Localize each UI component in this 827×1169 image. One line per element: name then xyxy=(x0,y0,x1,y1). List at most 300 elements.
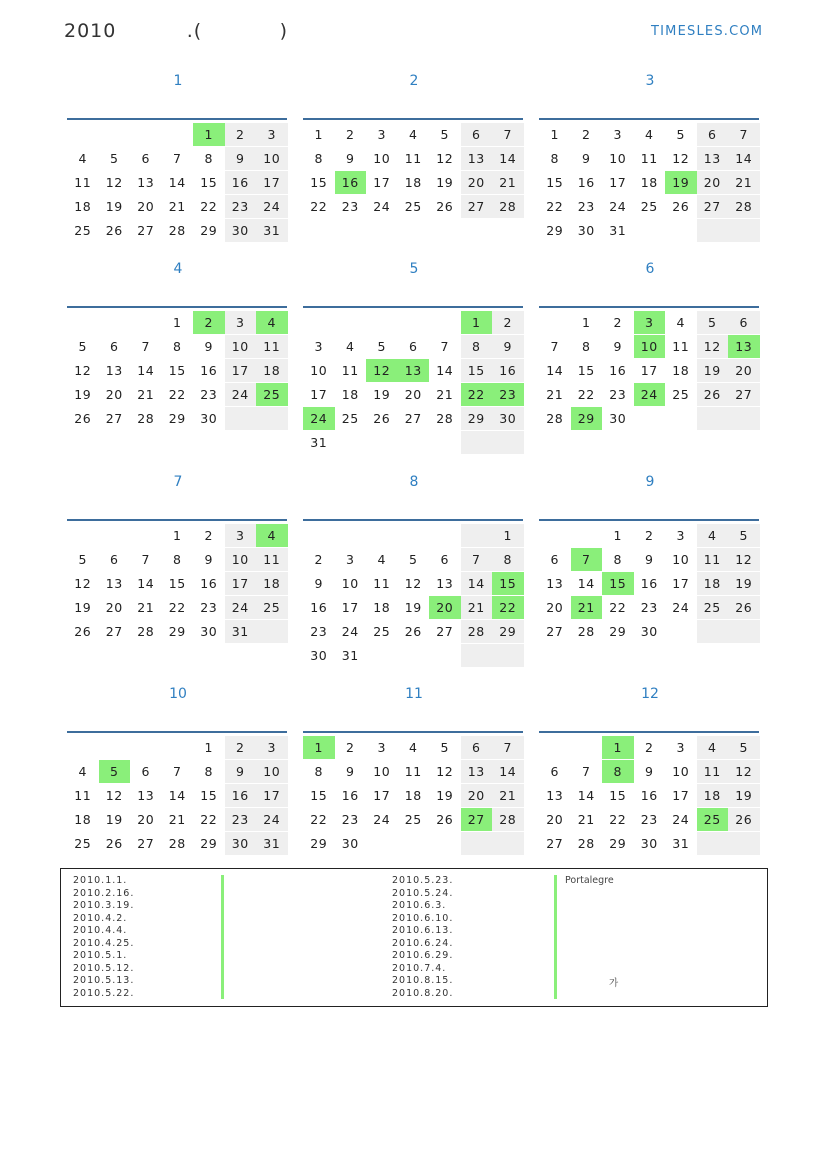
calendar-day: 31 xyxy=(225,620,257,643)
holiday-day: 21 xyxy=(571,596,603,619)
empty-day xyxy=(303,524,335,547)
calendar-day: 23 xyxy=(640,812,658,827)
month-title: 3 xyxy=(645,73,655,89)
calendar-day: 9 xyxy=(645,552,654,567)
week-row xyxy=(303,572,524,596)
empty-day xyxy=(130,736,162,759)
empty-day xyxy=(67,524,99,547)
calendar-day: 7 xyxy=(440,339,449,354)
calendar-day: 27 xyxy=(105,411,123,426)
week-row xyxy=(67,832,288,856)
empty-day xyxy=(366,832,398,855)
week-row xyxy=(303,620,524,644)
week-row xyxy=(539,620,760,644)
week-row xyxy=(539,808,760,832)
empty-day xyxy=(67,311,99,334)
empty-day xyxy=(429,644,461,667)
calendar-day: 26 xyxy=(105,223,123,238)
calendar-day: 16 xyxy=(577,175,595,190)
calendar-day: 25 xyxy=(672,387,690,402)
calendar-day: 26 xyxy=(373,411,391,426)
month-title: 11 xyxy=(405,686,423,702)
empty-day xyxy=(99,123,131,146)
calendar-day: 2 xyxy=(582,127,591,142)
calendar-day: 13 xyxy=(546,576,564,591)
calendar-day: 27 xyxy=(461,195,493,218)
calendar-day: 20 xyxy=(697,171,729,194)
calendar-day: 30 xyxy=(200,411,218,426)
calendar-day: 8 xyxy=(314,151,323,166)
calendar-day: 7 xyxy=(173,764,182,779)
calendar-day: 16 xyxy=(640,788,658,803)
month-title: 12 xyxy=(641,686,659,702)
calendar-day: 14 xyxy=(168,175,186,190)
calendar-day: 30 xyxy=(200,624,218,639)
calendar-day: 1 xyxy=(173,315,182,330)
empty-day xyxy=(539,311,571,334)
calendar-day: 15 xyxy=(168,363,186,378)
month-title: 1 xyxy=(173,73,183,89)
empty-day xyxy=(728,832,760,855)
calendar-day: 30 xyxy=(609,411,627,426)
empty-day xyxy=(697,407,729,430)
calendar-day: 23 xyxy=(200,600,218,615)
calendar-day: 13 xyxy=(105,576,123,591)
calendar-day: 8 xyxy=(492,548,524,571)
calendar-day: 27 xyxy=(697,195,729,218)
calendar-day: 9 xyxy=(582,151,591,166)
calendar-day: 14 xyxy=(728,147,760,170)
calendar-day: 2 xyxy=(314,552,323,567)
calendar-day: 4 xyxy=(78,764,87,779)
calendar-day: 18 xyxy=(373,600,391,615)
week-row xyxy=(539,784,760,808)
calendar-day: 16 xyxy=(609,363,627,378)
calendar-day: 1 xyxy=(613,528,622,543)
calendar-day: 11 xyxy=(341,363,359,378)
calendar-day: 29 xyxy=(168,624,186,639)
holiday-date: 2010.6.3. xyxy=(392,900,447,911)
month-divider xyxy=(539,118,759,120)
calendar-day: 26 xyxy=(436,812,454,827)
calendar-day: 5 xyxy=(676,127,685,142)
calendar-day: 18 xyxy=(697,572,729,595)
month-title: 6 xyxy=(645,261,655,277)
calendar-day: 28 xyxy=(461,620,493,643)
calendar-day: 12 xyxy=(672,151,690,166)
calendar-day: 18 xyxy=(640,175,658,190)
calendar-day: 22 xyxy=(168,387,186,402)
empty-day xyxy=(461,524,493,547)
week-row xyxy=(303,596,524,620)
calendar-day: 21 xyxy=(577,812,595,827)
empty-day xyxy=(67,123,99,146)
week-row xyxy=(539,383,760,407)
calendar-day: 2 xyxy=(346,740,355,755)
calendar-day: 18 xyxy=(256,359,288,382)
week-row xyxy=(303,123,524,147)
calendar-day: 26 xyxy=(436,199,454,214)
calendar-day: 8 xyxy=(173,339,182,354)
calendar-day: 30 xyxy=(341,836,359,851)
calendar-day: 15 xyxy=(461,359,493,382)
calendar-day: 1 xyxy=(550,127,559,142)
calendar-day: 29 xyxy=(200,836,218,851)
calendar-day: 16 xyxy=(225,171,257,194)
calendar-day: 3 xyxy=(225,311,257,334)
calendar-day: 29 xyxy=(609,836,627,851)
calendar-day: 5 xyxy=(78,552,87,567)
week-row xyxy=(539,171,760,195)
calendar-day: 6 xyxy=(440,552,449,567)
holiday-list-left xyxy=(73,875,134,1000)
calendar-day: 31 xyxy=(341,648,359,663)
empty-day xyxy=(130,524,162,547)
holiday-day: 1 xyxy=(193,123,225,146)
title-sep: .( xyxy=(186,20,203,42)
calendar-day: 10 xyxy=(310,363,328,378)
calendar-day: 10 xyxy=(256,147,288,170)
calendar-day: 28 xyxy=(436,411,454,426)
empty-day xyxy=(335,524,367,547)
holiday-list-box xyxy=(60,868,768,1007)
calendar-day: 14 xyxy=(137,363,155,378)
calendar-day: 9 xyxy=(346,764,355,779)
month-divider xyxy=(303,118,523,120)
calendar-day: 20 xyxy=(461,171,493,194)
calendar-day: 8 xyxy=(204,151,213,166)
calendar-day: 28 xyxy=(168,836,186,851)
week-row xyxy=(539,832,760,856)
calendar-day: 11 xyxy=(256,548,288,571)
calendar-day: 6 xyxy=(110,339,119,354)
holiday-day: 3 xyxy=(634,311,666,334)
holiday-day: 19 xyxy=(665,171,697,194)
calendar-day: 25 xyxy=(404,812,422,827)
calendar-day: 22 xyxy=(310,812,328,827)
char-note: 가 xyxy=(609,978,619,989)
calendar-day: 10 xyxy=(225,335,257,358)
calendar-day: 26 xyxy=(728,596,760,619)
calendar-day: 26 xyxy=(74,624,92,639)
week-row xyxy=(539,760,760,784)
empty-day xyxy=(225,407,257,430)
empty-day xyxy=(697,219,729,242)
title-close: ) xyxy=(279,20,289,42)
calendar-day: 6 xyxy=(461,123,493,146)
empty-day xyxy=(634,219,666,242)
calendar-day: 11 xyxy=(74,788,92,803)
calendar-day: 15 xyxy=(200,788,218,803)
calendar-day: 9 xyxy=(492,335,524,358)
calendar-day: 6 xyxy=(409,339,418,354)
calendar-day: 3 xyxy=(346,552,355,567)
calendar-day: 11 xyxy=(697,760,729,783)
month-divider xyxy=(67,306,287,308)
month-divider xyxy=(303,519,523,521)
calendar-day: 2 xyxy=(492,311,524,334)
holiday-date: 2010.6.13. xyxy=(392,925,454,936)
calendar-day: 2 xyxy=(645,528,654,543)
calendar-day: 23 xyxy=(609,387,627,402)
calendar-day: 11 xyxy=(640,151,658,166)
empty-day xyxy=(99,736,131,759)
calendar-day: 11 xyxy=(373,576,391,591)
holiday-day: 2 xyxy=(193,311,225,334)
month-grid xyxy=(539,524,760,644)
site-logo[interactable]: TIMESLES.COM xyxy=(651,24,764,39)
calendar-day: 29 xyxy=(310,836,328,851)
holiday-day: 7 xyxy=(571,548,603,571)
empty-day xyxy=(728,407,760,430)
calendar-day: 6 xyxy=(728,311,760,334)
calendar-day: 15 xyxy=(577,363,595,378)
calendar-day: 18 xyxy=(697,784,729,807)
calendar-day: 23 xyxy=(341,199,359,214)
holiday-day: 15 xyxy=(602,572,634,595)
calendar-day: 4 xyxy=(645,127,654,142)
calendar-day: 11 xyxy=(697,548,729,571)
holiday-day: 4 xyxy=(256,524,288,547)
week-row xyxy=(303,644,524,668)
calendar-day: 3 xyxy=(256,736,288,759)
empty-day xyxy=(162,736,194,759)
calendar-day: 19 xyxy=(728,784,760,807)
calendar-day: 12 xyxy=(404,576,422,591)
empty-day xyxy=(366,644,398,667)
calendar-day: 4 xyxy=(409,127,418,142)
week-row xyxy=(303,359,524,383)
calendar-day: 25 xyxy=(74,836,92,851)
empty-day xyxy=(398,431,430,454)
holiday-day: 5 xyxy=(99,760,131,783)
calendar-day: 14 xyxy=(492,147,524,170)
week-row xyxy=(303,195,524,219)
holiday-date: 2010.6.29. xyxy=(392,950,454,961)
calendar-day: 14 xyxy=(461,572,493,595)
calendar-day: 17 xyxy=(256,784,288,807)
calendar-day: 5 xyxy=(728,524,760,547)
week-row xyxy=(303,784,524,808)
week-row xyxy=(539,736,760,760)
week-row xyxy=(67,171,288,195)
calendar-day: 9 xyxy=(204,339,213,354)
calendar-day: 29 xyxy=(200,223,218,238)
calendar-day: 17 xyxy=(672,576,690,591)
empty-day xyxy=(398,311,430,334)
holiday-day: 1 xyxy=(602,736,634,759)
calendar-day: 7 xyxy=(461,548,493,571)
week-row xyxy=(539,572,760,596)
calendar-day: 16 xyxy=(225,784,257,807)
calendar-day: 4 xyxy=(697,524,729,547)
calendar-day: 18 xyxy=(404,788,422,803)
calendar-day: 23 xyxy=(640,600,658,615)
calendar-day: 11 xyxy=(74,175,92,190)
empty-day xyxy=(697,832,729,855)
week-row xyxy=(303,147,524,171)
calendar-day: 8 xyxy=(582,339,591,354)
calendar-day: 8 xyxy=(461,335,493,358)
calendar-day: 24 xyxy=(225,596,257,619)
calendar-day: 17 xyxy=(341,600,359,615)
calendar-day: 19 xyxy=(728,572,760,595)
calendar-day: 10 xyxy=(609,151,627,166)
holiday-day: 22 xyxy=(492,596,524,619)
empty-day xyxy=(67,736,99,759)
month-title: 4 xyxy=(173,261,183,277)
calendar-day: 19 xyxy=(436,788,454,803)
week-row xyxy=(539,311,760,335)
empty-day xyxy=(398,644,430,667)
month-divider xyxy=(67,731,287,733)
calendar-day: 25 xyxy=(74,223,92,238)
week-row xyxy=(67,407,288,431)
calendar-day: 10 xyxy=(373,764,391,779)
week-row xyxy=(67,195,288,219)
calendar-day: 2 xyxy=(225,736,257,759)
calendar-day: 21 xyxy=(168,812,186,827)
calendar-day: 28 xyxy=(137,411,155,426)
calendar-day: 14 xyxy=(168,788,186,803)
calendar-day: 24 xyxy=(373,199,391,214)
empty-day xyxy=(461,644,493,667)
holiday-day: 20 xyxy=(429,596,461,619)
calendar-day: 22 xyxy=(200,812,218,827)
calendar-day: 16 xyxy=(310,600,328,615)
calendar-day: 30 xyxy=(640,836,658,851)
calendar-day: 24 xyxy=(341,624,359,639)
empty-day xyxy=(728,620,760,643)
calendar-day: 7 xyxy=(728,123,760,146)
calendar-day: 20 xyxy=(461,784,493,807)
calendar-day: 9 xyxy=(613,339,622,354)
calendar-day: 17 xyxy=(256,171,288,194)
holiday-day: 8 xyxy=(602,760,634,783)
calendar-day: 28 xyxy=(492,808,524,831)
calendar-day: 1 xyxy=(204,740,213,755)
calendar-day: 30 xyxy=(577,223,595,238)
empty-day xyxy=(571,524,603,547)
week-row xyxy=(67,596,288,620)
month-title: 9 xyxy=(645,474,655,490)
holiday-date: 2010.5.24. xyxy=(392,887,454,899)
calendar-day: 1 xyxy=(582,315,591,330)
calendar-day: 16 xyxy=(341,788,359,803)
holiday-day: 12 xyxy=(366,359,398,382)
calendar-day: 13 xyxy=(137,788,155,803)
calendar-day: 26 xyxy=(697,383,729,406)
calendar-day: 9 xyxy=(314,576,323,591)
calendar-day: 5 xyxy=(377,339,386,354)
calendar-day: 1 xyxy=(314,127,323,142)
calendar-day: 5 xyxy=(440,127,449,142)
holiday-day: 22 xyxy=(461,383,493,406)
calendar-day: 19 xyxy=(105,199,123,214)
calendar-title xyxy=(64,20,288,42)
month-divider xyxy=(539,306,759,308)
calendar-day: 13 xyxy=(461,147,493,170)
month-title: 2 xyxy=(409,73,419,89)
week-row xyxy=(539,335,760,359)
calendar-day: 4 xyxy=(409,740,418,755)
empty-day xyxy=(665,219,697,242)
month-grid xyxy=(539,736,760,856)
calendar-day: 10 xyxy=(225,548,257,571)
calendar-day: 12 xyxy=(436,151,454,166)
empty-day xyxy=(366,311,398,334)
calendar-day: 12 xyxy=(74,576,92,591)
calendar-day: 23 xyxy=(341,812,359,827)
calendar-day: 5 xyxy=(697,311,729,334)
holiday-date: 2010.7.4. xyxy=(392,962,447,974)
calendar-day: 6 xyxy=(550,552,559,567)
calendar-day: 22 xyxy=(577,387,595,402)
week-row xyxy=(67,335,288,359)
empty-day xyxy=(335,311,367,334)
calendar-day: 26 xyxy=(105,836,123,851)
calendar-day: 22 xyxy=(609,812,627,827)
holiday-day: 1 xyxy=(303,736,335,759)
empty-day xyxy=(665,407,697,430)
calendar-day: 29 xyxy=(461,407,493,430)
holiday-list-right xyxy=(392,875,453,1000)
week-row xyxy=(67,620,288,644)
calendar-day: 31 xyxy=(609,223,627,238)
empty-day xyxy=(634,407,666,430)
calendar-day: 4 xyxy=(676,315,685,330)
calendar-day: 2 xyxy=(645,740,654,755)
calendar-day: 20 xyxy=(728,359,760,382)
calendar-day: 30 xyxy=(492,407,524,430)
calendar-day: 13 xyxy=(546,788,564,803)
holiday-date: 2010.6.24. xyxy=(392,937,454,949)
week-row xyxy=(303,171,524,195)
calendar-day: 25 xyxy=(256,596,288,619)
holiday-day: 23 xyxy=(492,383,524,406)
calendar-day: 12 xyxy=(728,548,760,571)
calendar-day: 29 xyxy=(546,223,564,238)
calendar-day: 18 xyxy=(672,363,690,378)
calendar-day: 13 xyxy=(105,363,123,378)
calendar-day: 27 xyxy=(137,836,155,851)
calendar-day: 26 xyxy=(404,624,422,639)
holiday-date: 2010.2.16. xyxy=(73,887,135,899)
calendar-day: 20 xyxy=(105,387,123,402)
holiday-day: 15 xyxy=(492,572,524,595)
calendar-day: 24 xyxy=(672,600,690,615)
empty-day xyxy=(429,311,461,334)
calendar-day: 30 xyxy=(310,648,328,663)
calendar-day: 23 xyxy=(200,387,218,402)
calendar-day: 18 xyxy=(341,387,359,402)
week-row xyxy=(539,524,760,548)
calendar-day: 9 xyxy=(645,764,654,779)
calendar-day: 17 xyxy=(609,175,627,190)
calendar-day: 9 xyxy=(225,147,257,170)
calendar-day: 8 xyxy=(550,151,559,166)
empty-day xyxy=(335,431,367,454)
week-row xyxy=(303,808,524,832)
calendar-day: 22 xyxy=(310,199,328,214)
calendar-day: 4 xyxy=(377,552,386,567)
calendar-day: 24 xyxy=(609,199,627,214)
calendar-day: 20 xyxy=(105,600,123,615)
calendar-day: 24 xyxy=(225,383,257,406)
week-row xyxy=(67,548,288,572)
empty-day xyxy=(429,431,461,454)
calendar-day: 25 xyxy=(404,199,422,214)
